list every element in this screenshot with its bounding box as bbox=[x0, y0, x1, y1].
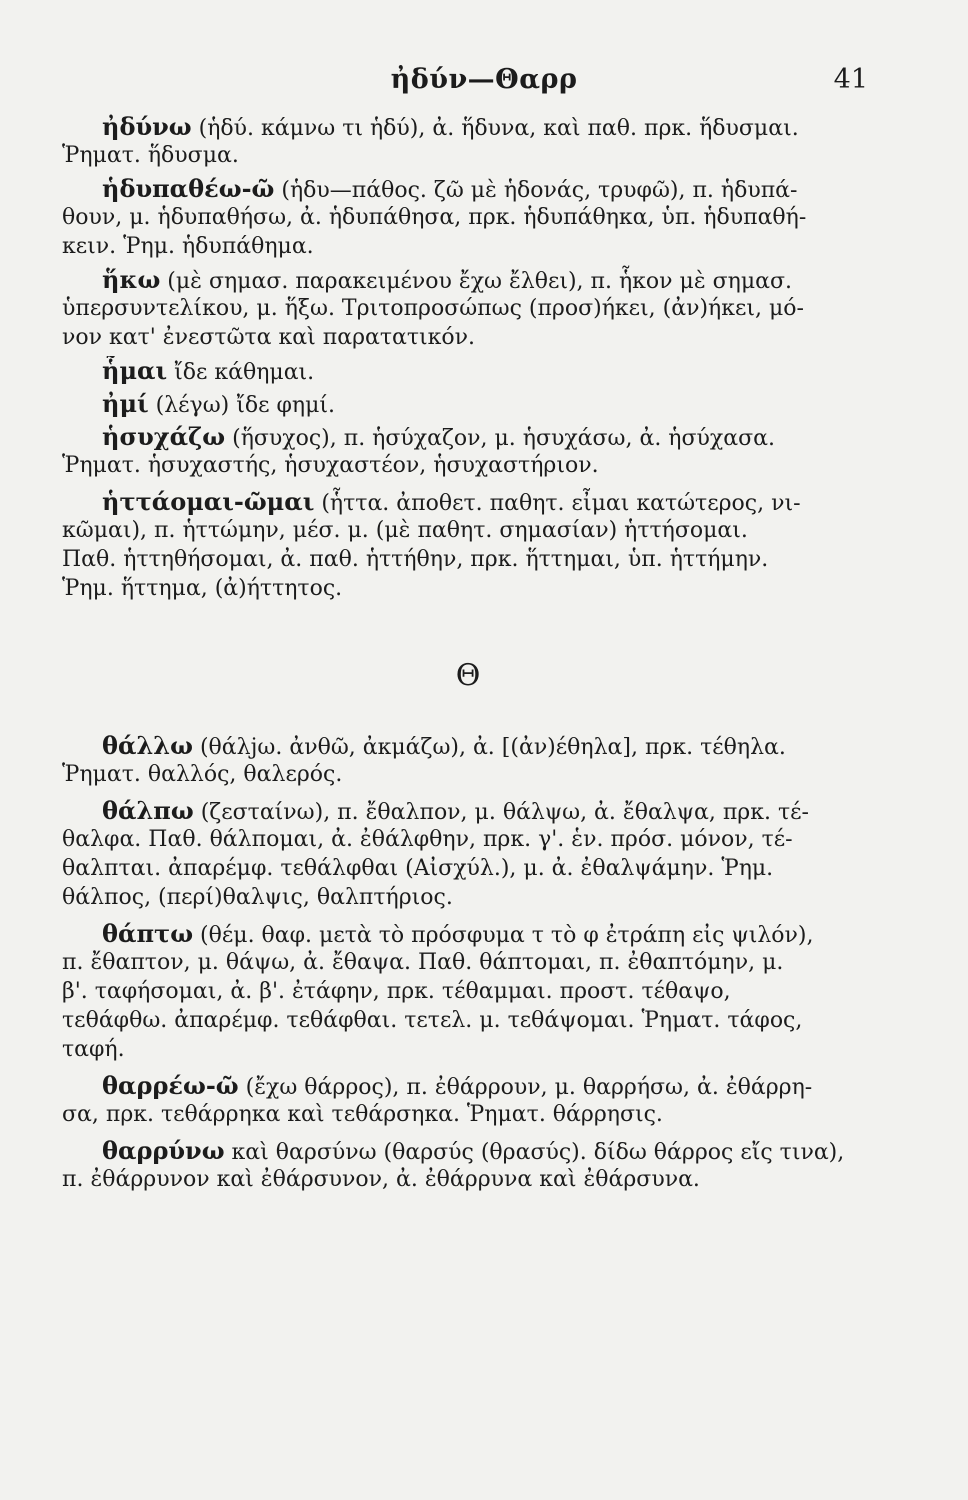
dictionary-entry bbox=[62, 919, 874, 1064]
entry-text: (ἧττα. ἀποθετ. παθητ. εἶμαι κατώτερος, νι- bbox=[314, 491, 801, 516]
dictionary-entry bbox=[62, 265, 874, 352]
dictionary-entry bbox=[62, 389, 874, 418]
dictionary-entry bbox=[62, 487, 874, 603]
entry-line bbox=[62, 265, 874, 294]
entry-line: θαλφα. Παθ. θάλπομαι, ἀ. ἐθάλφθην, πρκ. γ'. ἑν. πρόσ. μόνον, τέ- bbox=[62, 827, 793, 852]
entry-line bbox=[62, 731, 874, 760]
entry-text: (ἔχω θάρρος), π. ἐθάρρουν, μ. θαρρήσω, ἀ. ἐθάρρη- bbox=[238, 1075, 813, 1100]
entry-line bbox=[62, 1136, 874, 1165]
dictionary-entry bbox=[62, 1071, 874, 1129]
entry-line bbox=[62, 487, 874, 516]
section-letter-heading: Θ bbox=[455, 658, 481, 693]
entry-line bbox=[62, 174, 874, 203]
entry-headword: ἠδύνω bbox=[102, 112, 192, 141]
dictionary-entry bbox=[62, 174, 874, 261]
entry-line: Ῥημ. ἥττημα, (ἀ)ήττητος. bbox=[62, 576, 343, 601]
entry-headword: θαρρέω-ῶ bbox=[102, 1071, 239, 1100]
entry-line bbox=[62, 389, 874, 418]
dictionary-entry bbox=[62, 731, 874, 789]
entry-line: κῶμαι), π. ἡττώμην, μέσ. μ. (μὲ παθητ. σημασίαν) ἡττήσομαι. bbox=[62, 518, 748, 543]
entry-text: (ζεσταίνω), π. ἔθαλπον, μ. θάλψω, ἀ. ἔθαλψα, πρκ. τέ- bbox=[193, 800, 809, 825]
running-head: ἠδύν—Θαρρ bbox=[390, 64, 578, 95]
entry-headword: θαρρύνω bbox=[102, 1136, 225, 1165]
entry-headword: θάλλω bbox=[102, 731, 193, 760]
entry-headword: ἧμαι bbox=[102, 356, 168, 385]
entry-headword: ἡττάομαι-ῶμαι bbox=[102, 487, 315, 516]
entry-line: Ῥηματ. ἥδυσμα. bbox=[62, 143, 239, 168]
entry-line: β'. ταφήσομαι, ἀ. β'. ἐτάφην, πρκ. τέθαμμαι. προστ. τέθαψο, bbox=[62, 979, 731, 1004]
entry-text: (λέγω) ἴδε φημί. bbox=[148, 393, 335, 418]
entry-headword: θάπτω bbox=[102, 919, 194, 948]
entry-line: σα, πρκ. τεθάρρηκα καὶ τεθάρσηκα. Ῥηματ. θάρρησις. bbox=[62, 1102, 663, 1127]
entry-line bbox=[62, 796, 874, 825]
entry-text: καὶ θαρσύνω (θαρσύς (θρασύς). δίδω θάρρος εἴς τινα), bbox=[224, 1140, 845, 1165]
page-header bbox=[0, 62, 968, 106]
dictionary-entry bbox=[62, 112, 874, 170]
entry-text: (ἥσυχος), π. ἡσύχαζον, μ. ἡσυχάσω, ἀ. ἡσύχασα. bbox=[225, 426, 775, 451]
entry-headword: ἡσυχάζω bbox=[102, 422, 226, 451]
entry-line: ταφή. bbox=[62, 1037, 125, 1062]
entry-text: (θάλjω. ἀνθῶ, ἀκμάζω), ἀ. [(ἀν)έθηλα], πρκ. τέθηλα. bbox=[192, 735, 786, 760]
entry-line: Ῥηματ. ἡσυχαστής, ἡσυχαστέον, ἡσυχαστήριον. bbox=[62, 453, 599, 478]
entry-line: θουν, μ. ἡδυπαθήσω, ἀ. ἡδυπάθησα, πρκ. ἡδυπάθηκα, ὑπ. ἡδυπαθή- bbox=[62, 205, 807, 230]
entry-headword: θάλπω bbox=[102, 796, 194, 825]
entry-line: κειν. Ῥημ. ἡδυπάθημα. bbox=[62, 234, 314, 259]
entry-text: ἴδε κάθημαι. bbox=[167, 360, 315, 385]
entry-text: (θέμ. θαφ. μετὰ τὸ πρόσφυμα τ τὸ φ ἐτράπη εἰς ψιλόν), bbox=[193, 923, 814, 948]
entry-line: π. ἔθαπτον, μ. θάψω, ἀ. ἔθαψα. Παθ. θάπτομαι, π. ἐθαπτόμην, μ. bbox=[62, 950, 784, 975]
dictionary-entry bbox=[62, 1136, 874, 1194]
entry-line: π. ἐθάρρυνον καὶ ἐθάρσυνον, ἀ. ἐθάρρυνα καὶ ἐθάρσυνα. bbox=[62, 1167, 700, 1192]
entry-line bbox=[62, 1071, 874, 1100]
entry-line: θαλπται. ἀπαρέμφ. τεθάλφθαι (Αἰσχύλ.), μ. ἀ. ἐθαλψάμην. Ῥημ. bbox=[62, 856, 774, 881]
entry-line: τεθάφθω. ἀπαρέμφ. τεθάφθαι. τετελ. μ. τεθάψομαι. Ῥηματ. τάφος, bbox=[62, 1008, 803, 1033]
entry-line: ὑπερσυντελίκου, μ. ἥξω. Τριτοπροσώπως (προσ)ήκει, (ἀν)ήκει, μό- bbox=[62, 296, 804, 321]
entry-text: (μὲ σημασ. παρακειμένου ἔχω ἔλθει), π. ἧκον μὲ σημασ. bbox=[160, 269, 792, 294]
dictionary-entry bbox=[62, 422, 874, 480]
entry-line: νον κατ' ἐνεστῶτα καὶ παρατατικόν. bbox=[62, 325, 476, 350]
entry-headword: ἥκω bbox=[102, 265, 161, 294]
entry-line: Παθ. ἡττηθήσομαι, ἀ. παθ. ἡττήθην, πρκ. ἥττημαι, ὑπ. ἡττήμην. bbox=[62, 547, 769, 572]
entry-headword: ἡδυπαθέω-ῶ bbox=[102, 174, 275, 203]
entry-line bbox=[62, 356, 874, 385]
entry-line: θάλπος, (περί)θαλψις, θαλπτήριος. bbox=[62, 885, 453, 910]
page-number: 41 bbox=[833, 64, 868, 95]
entry-text: (ἡδύ. κάμνω τι ἡδύ), ἀ. ἥδυνα, καὶ παθ. πρκ. ἥδυσμαι. bbox=[191, 116, 799, 141]
entry-line: Ῥηματ. θαλλός, θαλερός. bbox=[62, 762, 343, 787]
entry-line bbox=[62, 112, 874, 141]
dictionary-entry bbox=[62, 796, 874, 912]
entry-text: (ἡδυ—πάθος. ζῶ μὲ ἡδονάς, τρυφῶ), π. ἡδυπά- bbox=[274, 178, 798, 203]
page-body bbox=[62, 112, 874, 1194]
entry-headword: ἠμί bbox=[102, 389, 149, 418]
dictionary-entry bbox=[62, 356, 874, 385]
entry-line bbox=[62, 422, 874, 451]
entry-line bbox=[62, 919, 874, 948]
